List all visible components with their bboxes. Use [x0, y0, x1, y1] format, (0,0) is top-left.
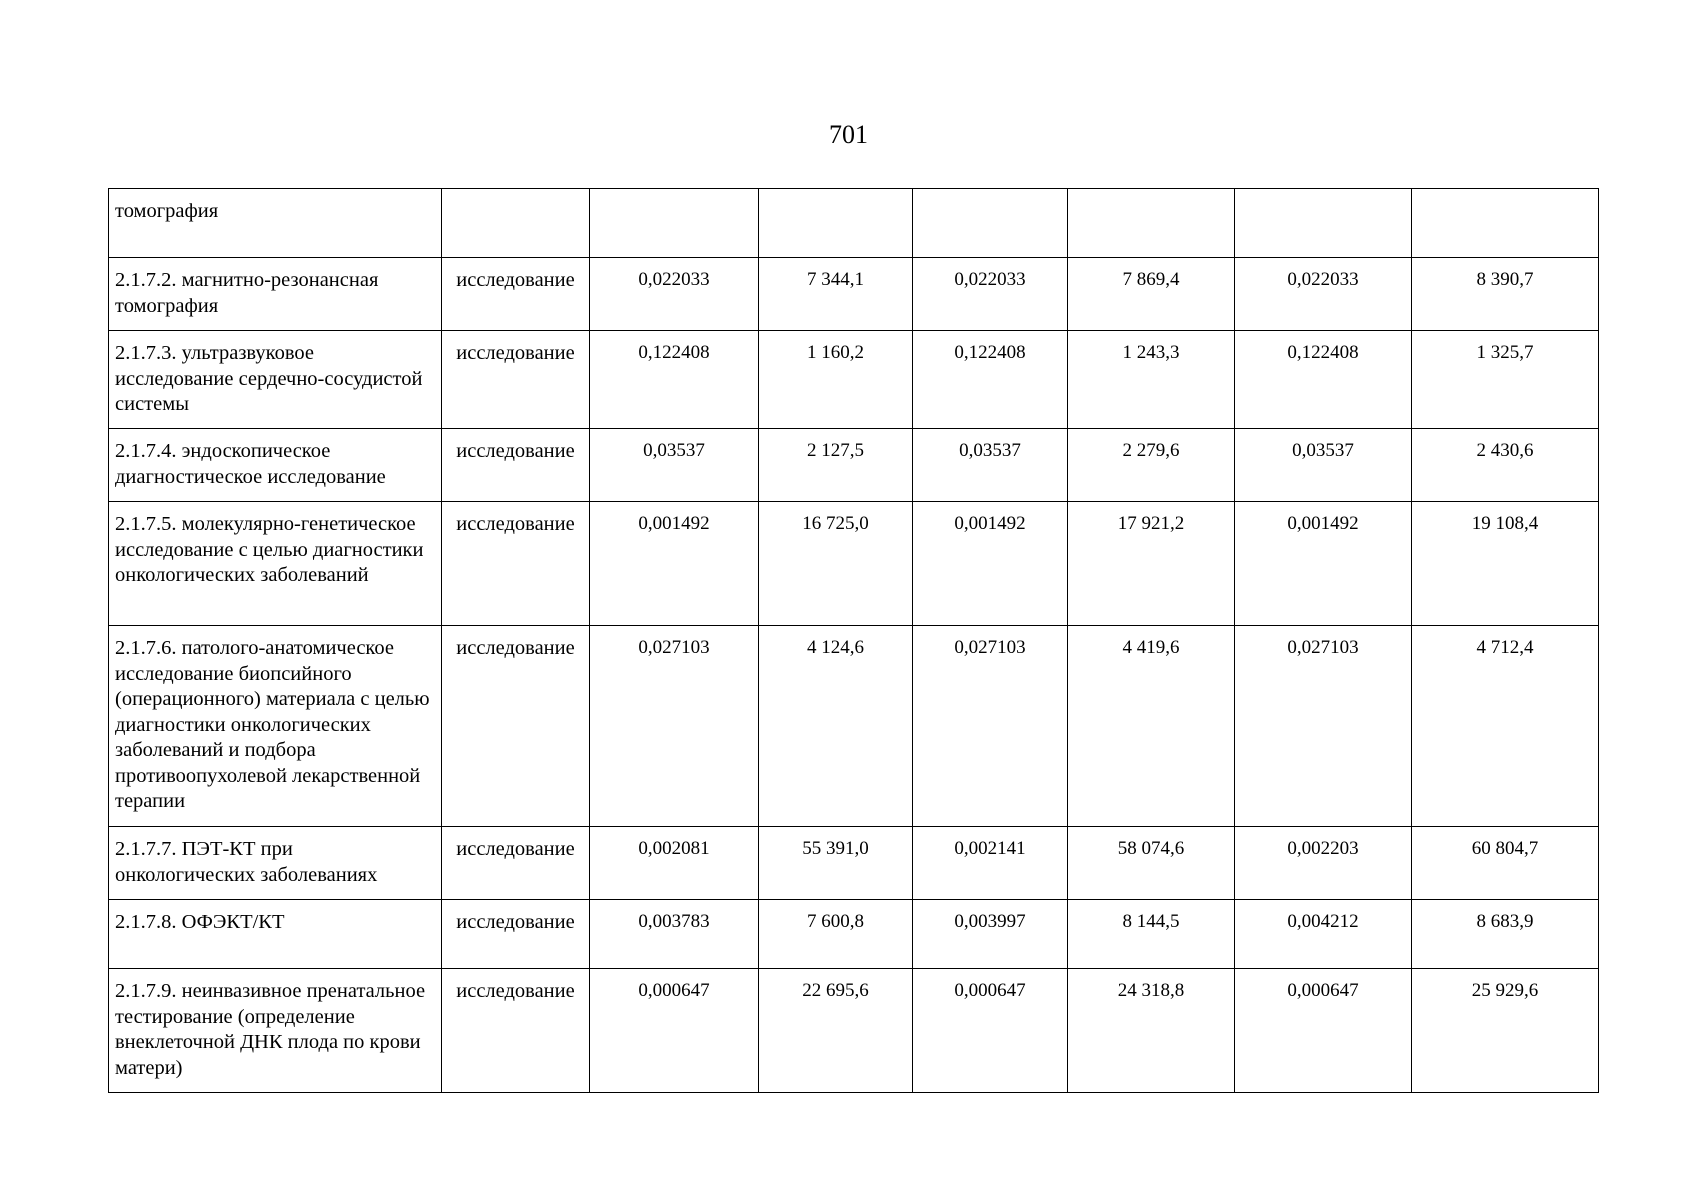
norm-value-cell: [590, 502, 759, 626]
unit-cell: [442, 502, 590, 626]
norm-value-cell: [1235, 969, 1412, 1093]
norm-value-cell: [1235, 331, 1412, 429]
cost-value: 8 683,9: [1476, 911, 1534, 932]
table-row: [109, 502, 1599, 626]
cost-value: 2 430,6: [1476, 440, 1534, 461]
norm-value: 0,022033: [1287, 269, 1359, 290]
cost-value-cell: [1068, 626, 1235, 827]
service-name: 2.1.7.4. эндоскопическое диагностическое исследование: [115, 440, 386, 488]
norm-value-cell: [1235, 189, 1412, 258]
norm-value-cell: [913, 331, 1068, 429]
norm-value: 0,002141: [954, 838, 1026, 859]
norm-value-cell: [1235, 258, 1412, 331]
norm-value-cell: [913, 969, 1068, 1093]
cost-value: 2 127,5: [807, 440, 864, 461]
cost-value: 60 804,7: [1471, 838, 1539, 859]
norm-value-cell: [913, 258, 1068, 331]
norm-value: 0,000647: [638, 980, 710, 1001]
cost-value-cell: [759, 258, 913, 331]
table-row: [109, 331, 1599, 429]
cost-value-cell: [759, 969, 913, 1093]
norm-value-cell: [590, 969, 759, 1093]
unit-cell: [442, 429, 590, 502]
norm-value-cell: [913, 189, 1068, 258]
unit-label: [442, 189, 589, 209]
table-row: [109, 189, 1599, 258]
norm-value-cell: [590, 189, 759, 258]
table-row: [109, 827, 1599, 900]
norm-value-cell: [590, 626, 759, 827]
cost-value: 22 695,6: [802, 980, 869, 1001]
unit-label: исследование: [456, 440, 575, 462]
norm-value: 0,122408: [1287, 342, 1359, 363]
cost-value: 7 600,8: [807, 911, 864, 932]
norm-value: 0,027103: [954, 637, 1026, 658]
service-name: 2.1.7.9. неинвазивное пренатальное тестирование (определение внеклеточной ДНК плода по крови матери): [115, 980, 426, 1079]
cost-value: 1 325,7: [1476, 342, 1534, 363]
cost-value-cell: [759, 331, 913, 429]
norm-value: [913, 189, 1067, 209]
cost-value-cell: [759, 189, 913, 258]
norm-value: 0,122408: [954, 342, 1026, 363]
norm-value-cell: [913, 502, 1068, 626]
cost-value: 7 344,1: [807, 269, 864, 290]
norm-value: 0,001492: [638, 513, 710, 534]
cost-value: 55 391,0: [802, 838, 869, 859]
table-row: [109, 258, 1599, 331]
unit-label: исследование: [456, 513, 575, 535]
norm-value: 0,03537: [959, 440, 1021, 461]
cost-value-cell: [1412, 189, 1599, 258]
service-name: 2.1.7.2. магнитно-резонансная томография: [115, 269, 379, 317]
unit-label: исследование: [456, 637, 575, 659]
unit-cell: [442, 900, 590, 969]
norm-value-cell: [590, 827, 759, 900]
cost-value-cell: [1412, 827, 1599, 900]
cost-value: 2 279,6: [1122, 440, 1180, 461]
norm-value-cell: [1235, 900, 1412, 969]
cost-value: 25 929,6: [1471, 980, 1539, 1001]
norm-value-cell: [590, 900, 759, 969]
cost-value: 8 144,5: [1122, 911, 1180, 932]
cost-value: 24 318,8: [1117, 980, 1185, 1001]
cost-value-cell: [1068, 827, 1235, 900]
norm-value-cell: [913, 429, 1068, 502]
norm-value: [590, 189, 758, 209]
cost-value-cell: [1412, 626, 1599, 827]
cost-value: 58 074,6: [1117, 838, 1185, 859]
norm-value: 0,001492: [954, 513, 1026, 534]
unit-cell: [442, 969, 590, 1093]
norm-value: 0,004212: [1287, 911, 1359, 932]
cost-value-cell: [759, 429, 913, 502]
unit-label: исследование: [456, 911, 575, 933]
unit-label: исследование: [456, 838, 575, 860]
cost-value-cell: [1068, 969, 1235, 1093]
cost-value: [1412, 189, 1598, 209]
cost-value: 19 108,4: [1471, 513, 1539, 534]
norm-value: 0,000647: [1287, 980, 1359, 1001]
norm-value-cell: [913, 827, 1068, 900]
cost-value: 4 124,6: [807, 637, 864, 658]
norm-value: 0,022033: [954, 269, 1026, 290]
norm-value: 0,003997: [954, 911, 1026, 932]
unit-label: исследование: [456, 342, 575, 364]
service-name-cell: [109, 429, 442, 502]
norm-value: 0,03537: [1292, 440, 1354, 461]
norm-value-cell: [590, 429, 759, 502]
cost-value-cell: [759, 900, 913, 969]
cost-value-cell: [1412, 258, 1599, 331]
cost-value-cell: [1068, 258, 1235, 331]
unit-cell: [442, 626, 590, 827]
service-name-cell: [109, 827, 442, 900]
unit-label: исследование: [456, 269, 575, 291]
norm-value: 0,002081: [638, 838, 710, 859]
cost-value-cell: [1068, 502, 1235, 626]
unit-label: исследование: [456, 980, 575, 1002]
cost-value: 4 419,6: [1122, 637, 1180, 658]
cost-value-cell: [1412, 331, 1599, 429]
unit-cell: [442, 331, 590, 429]
service-name-cell: [109, 900, 442, 969]
table-row: [109, 969, 1599, 1093]
service-name-cell: [109, 969, 442, 1093]
norm-value: 0,027103: [638, 637, 710, 658]
cost-value: [759, 189, 912, 209]
cost-value-cell: [759, 502, 913, 626]
table-row: [109, 626, 1599, 827]
norm-value: 0,027103: [1287, 637, 1359, 658]
cost-value: 16 725,0: [802, 513, 869, 534]
service-name-cell: [109, 189, 442, 258]
service-name: 2.1.7.8. ОФЭКТ/КТ: [115, 911, 285, 933]
service-name: 2.1.7.7. ПЭТ-КТ при онкологических заболеваниях: [115, 838, 378, 886]
norm-value-cell: [1235, 626, 1412, 827]
service-name: 2.1.7.5. молекулярно-генетическое исследование с целью диагностики онкологических заболеваний: [115, 513, 424, 586]
service-name-cell: [109, 626, 442, 827]
service-name: 2.1.7.3. ультразвуковое исследование сердечно-сосудистой системы: [115, 342, 423, 415]
norm-value-cell: [1235, 502, 1412, 626]
cost-value: 8 390,7: [1476, 269, 1534, 290]
norm-value: 0,001492: [1287, 513, 1359, 534]
service-name-cell: [109, 331, 442, 429]
data-table: [108, 188, 1599, 1093]
cost-value-cell: [1412, 900, 1599, 969]
service-name-cell: [109, 502, 442, 626]
cost-value-cell: [759, 827, 913, 900]
cost-value-cell: [1412, 969, 1599, 1093]
norm-value: 0,000647: [954, 980, 1026, 1001]
service-name: 2.1.7.6. патолого-анатомическое исследование биопсийного (операционного) материала с целью диагностики онкологических заболеваний и подбора противоопухолевой лекарственной терапии: [115, 637, 430, 812]
cost-value: 1 160,2: [807, 342, 864, 363]
cost-value-cell: [1068, 900, 1235, 969]
norm-value: [1235, 189, 1411, 209]
cost-value: 7 869,4: [1122, 269, 1180, 290]
norm-value: 0,122408: [638, 342, 710, 363]
service-name-cell: [109, 258, 442, 331]
unit-cell: [442, 189, 590, 258]
cost-value: 17 921,2: [1117, 513, 1185, 534]
unit-cell: [442, 258, 590, 331]
norm-value-cell: [590, 258, 759, 331]
norm-value-cell: [590, 331, 759, 429]
norm-value-cell: [913, 626, 1068, 827]
cost-value-cell: [1412, 429, 1599, 502]
page-number: 701: [829, 120, 868, 149]
cost-value-cell: [1068, 189, 1235, 258]
norm-value-cell: [1235, 827, 1412, 900]
norm-value: 0,022033: [638, 269, 710, 290]
norm-value-cell: [1235, 429, 1412, 502]
cost-value: 1 243,3: [1122, 342, 1180, 363]
cost-value: [1068, 189, 1234, 209]
norm-value: 0,002203: [1287, 838, 1359, 859]
table-row: [109, 900, 1599, 969]
norm-value-cell: [913, 900, 1068, 969]
table-row: [109, 429, 1599, 502]
service-name: томография: [115, 200, 219, 222]
norm-value: 0,003783: [638, 911, 710, 932]
cost-value-cell: [1068, 331, 1235, 429]
cost-value-cell: [1412, 502, 1599, 626]
cost-value-cell: [759, 626, 913, 827]
cost-value-cell: [1068, 429, 1235, 502]
unit-cell: [442, 827, 590, 900]
cost-value: 4 712,4: [1476, 637, 1534, 658]
norm-value: 0,03537: [643, 440, 705, 461]
